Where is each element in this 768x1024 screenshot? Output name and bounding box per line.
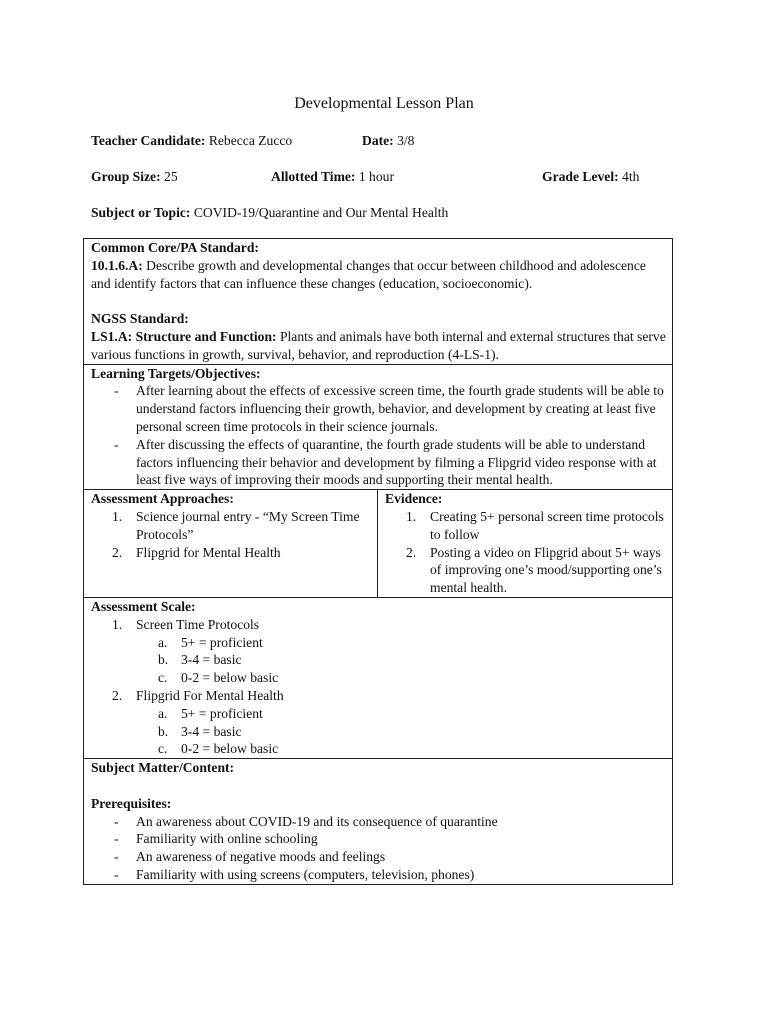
subject-value: COVID-19/Quarantine and Our Mental Health: [193, 205, 449, 220]
letter-marker: b.: [158, 652, 169, 668]
date-line: [362, 132, 414, 150]
assessment-scale-heading: Assessment Scale:: [91, 598, 196, 614]
grade-value: 4th: [622, 169, 640, 184]
list-item: [91, 740, 666, 758]
scale-level-text: 3-4 = basic: [181, 652, 242, 668]
list-item: [91, 634, 666, 652]
list-item: [91, 544, 371, 562]
dash-marker: -: [114, 866, 119, 882]
list-item: [91, 848, 666, 866]
number-marker: 1.: [112, 616, 123, 632]
letter-marker: b.: [158, 723, 169, 739]
dash-marker: -: [114, 813, 119, 829]
grade-level-line: [542, 168, 639, 186]
prerequisite-text: Familiarity with using screens (computers, television, phones): [136, 866, 475, 882]
list-item: [385, 544, 666, 597]
approach-text: Science journal entry - “My Screen Time Protocols”: [136, 508, 360, 542]
ngss-text: Plants and animals have both internal and external structures that serve various functions in growth, survival, behavior, and reproduction (4-LS-1).: [91, 328, 666, 362]
evidence-text: Creating 5+ personal screen time protocols to follow: [430, 508, 664, 542]
prerequisite-text: Familiarity with online schooling: [136, 831, 318, 847]
list-item: [91, 508, 371, 544]
list-item: [91, 651, 666, 669]
dash-marker: -: [114, 383, 119, 399]
lesson-plan-table: [83, 238, 673, 885]
dash-marker: -: [114, 436, 119, 452]
target-text: After learning about the effects of excessive screen time, the fourth grade students will be able to understand factors influencing their growth, behavior, and development by creating at least five personal screen time protocols in their science journals.: [136, 383, 664, 434]
grade-label: Grade Level:: [542, 169, 619, 184]
number-marker: 1.: [112, 508, 123, 524]
prerequisites-list: [91, 813, 666, 884]
approaches-cell: [84, 490, 378, 598]
group-label: Group Size:: [91, 169, 161, 184]
subject-matter-heading: Subject Matter/Content:: [91, 760, 235, 776]
scale-list: [91, 616, 666, 634]
prerequisites-heading: Prerequisites:: [91, 795, 172, 811]
ngss-standard: [91, 328, 666, 364]
approaches-list: [91, 508, 371, 561]
date-label: Date:: [362, 133, 394, 148]
evidence-list: [385, 508, 666, 597]
letter-marker: c.: [158, 670, 168, 686]
targets-cell: [84, 364, 673, 490]
dash-marker: -: [114, 831, 119, 847]
list-item: [385, 508, 666, 544]
learning-targets-heading: Learning Targets/Objectives:: [91, 365, 261, 381]
scale-level-text: 5+ = proficient: [181, 634, 263, 650]
common-core-standard: [91, 257, 666, 293]
teacher-candidate-line: [91, 132, 292, 150]
scale-level-text: 3-4 = basic: [181, 723, 242, 739]
subject-label: Subject or Topic:: [91, 205, 191, 220]
targets-row: [84, 364, 673, 490]
list-item: [91, 830, 666, 848]
scale-level-text: 0-2 = below basic: [181, 741, 279, 757]
teacher-value: Rebecca Zucco: [208, 133, 293, 148]
approach-text: Flipgrid for Mental Health: [136, 544, 281, 560]
target-text: After discussing the effects of quarantine, the fourth grade students will be able to understand factors influencing their behavior and development by filming a Flipgrid video response with at least five ways of improving their moods and supporting their mental health.: [136, 436, 657, 488]
time-label: Allotted Time:: [271, 169, 356, 184]
date-value: 3/8: [397, 133, 415, 148]
approaches-heading: Assessment Approaches:: [91, 491, 234, 507]
common-core-heading: Common Core/PA Standard:: [91, 240, 259, 255]
allotted-time-line: [271, 168, 394, 186]
ngss-code: LS1.A: Structure and Function:: [91, 328, 277, 344]
assessment-row: [84, 490, 673, 598]
ngss-heading: NGSS Standard:: [91, 311, 189, 327]
content-row: [84, 759, 673, 885]
group-size-line: [91, 168, 178, 186]
evidence-heading: Evidence:: [385, 491, 443, 507]
standards-row: [84, 239, 673, 365]
list-item: [91, 382, 666, 435]
number-marker: 2.: [112, 687, 123, 703]
number-marker: 2.: [406, 544, 417, 560]
prerequisite-text: An awareness of negative moods and feelings: [136, 849, 386, 865]
list-item: [91, 687, 666, 705]
teacher-label: Teacher Candidate:: [91, 133, 206, 148]
learning-targets-list: [91, 382, 666, 489]
scale-list: [91, 687, 666, 705]
common-core-text: Describe growth and developmental changes that occur between childhood and adolescence and identify factors that can influence these changes (education, socioeconomic).: [91, 257, 646, 291]
list-item: [91, 669, 666, 687]
scale-levels-list: [91, 705, 666, 758]
list-item: [91, 723, 666, 741]
evidence-text: Posting a video on Flipgrid about 5+ ways of improving one’s mood/supporting one’s mental health.: [430, 544, 662, 596]
number-marker: 1.: [406, 508, 417, 524]
scale-row: [84, 597, 673, 758]
scale-group-name: Flipgrid For Mental Health: [136, 687, 284, 703]
group-value: 25: [164, 169, 178, 184]
list-item: [91, 866, 666, 884]
document-title: Developmental Lesson Plan: [294, 95, 474, 112]
time-value: 1 hour: [358, 169, 394, 184]
list-item: [91, 813, 666, 831]
prerequisite-text: An awareness about COVID-19 and its consequence of quarantine: [136, 813, 498, 829]
scale-group-name: Screen Time Protocols: [136, 616, 260, 632]
letter-marker: a.: [158, 705, 168, 721]
scale-level-text: 5+ = proficient: [181, 705, 263, 721]
standards-cell: [84, 239, 673, 365]
scale-level-text: 0-2 = below basic: [181, 670, 279, 686]
content-cell: [84, 759, 673, 885]
evidence-cell: [378, 490, 673, 598]
common-core-code: 10.1.6.A:: [91, 257, 143, 273]
list-item: [91, 705, 666, 723]
subject-line: [91, 204, 448, 222]
number-marker: 2.: [112, 544, 123, 560]
dash-marker: -: [114, 849, 119, 865]
letter-marker: c.: [158, 741, 168, 757]
scale-cell: [84, 597, 673, 758]
list-item: [91, 616, 666, 634]
scale-levels-list: [91, 634, 666, 687]
list-item: [91, 436, 666, 489]
letter-marker: a.: [158, 634, 168, 650]
